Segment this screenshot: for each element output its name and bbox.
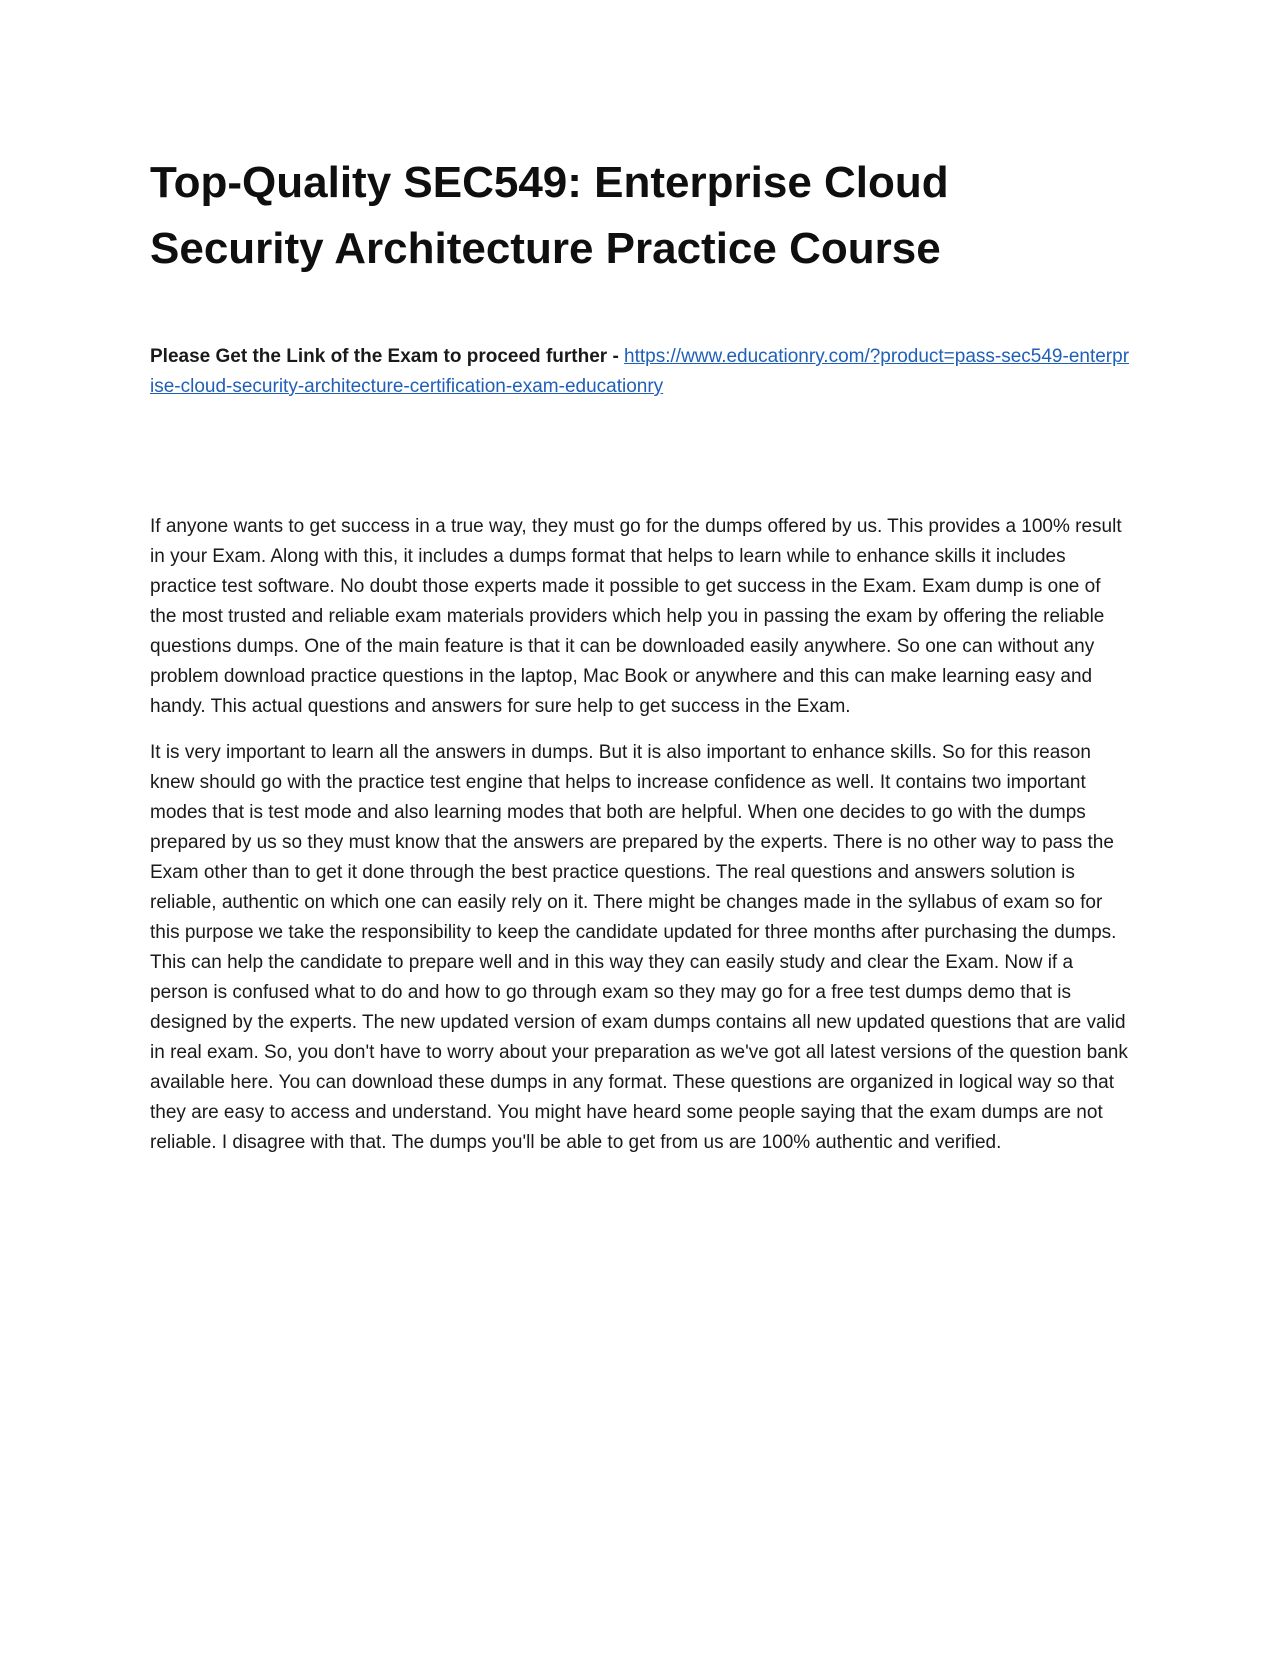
body-paragraph-2: It is very important to learn all the answers in dumps. But it is also important to enhance skills. So for this reason knew should go with the practice test engine that helps to increase confidence as well. It contains two important modes that is test mode and also learning modes that both are helpful. When one decides to go with the dumps prepared by us so they must know that the answers are prepared by the experts. There is no other way to pass the Exam other than to get it done through the best practice questions. The real questions and answers solution is reliable, authentic on which one can easily rely on it. There might be changes made in the syllabus of exam so for this purpose we take the responsibility to keep the candidate updated for three months after purchasing the dumps. This can help the candidate to prepare well and in this way they can easily study and clear the Exam. Now if a person is confused what to do and how to go through exam so they may go for a free test dumps demo that is designed by the experts. The new updated version of exam dumps contains all new updated questions that are valid in real exam. So, you don't have to worry about your preparation as we've got all latest versions of the question bank available here. You can download these dumps in any format. These questions are organized in logical way so that they are easy to access and understand. You might have heard some people saying that the exam dumps are not reliable. I disagree with that. The dumps you'll be able to get from us are 100% authentic and verified. xyxy=(150,742,1128,1153)
document-title: Top-Quality SEC549: Enterprise Cloud Security Architecture Practice Course xyxy=(150,158,949,273)
exam-link-line xyxy=(150,342,1130,402)
exam-link-label: Please Get the Link of the Exam to proceed further - xyxy=(150,346,625,367)
exam-link[interactable]: https://www.educationry.com/?product=pass-sec549-enterprise-cloud-security-architecture-certification-exam-educationry xyxy=(150,346,1130,397)
document-content xyxy=(150,150,1130,1153)
body-text xyxy=(150,512,1130,1174)
body-paragraph-1: If anyone wants to get success in a true way, they must go for the dumps offered by us. This provides a 100% result in your Exam. Along with this, it includes a dumps format that helps to learn while to enhance skills it includes practice test software. No doubt those experts made it possible to get success in the Exam. Exam dump is one of the most trusted and reliable exam materials providers which help you in passing the exam by offering the reliable questions dumps. One of the main feature is that it can be downloaded easily anywhere. So one can without any problem download practice questions in the laptop, Mac Book or anywhere and this can make learning easy and handy. This actual questions and answers for sure help to get success in the Exam. xyxy=(150,516,1122,717)
